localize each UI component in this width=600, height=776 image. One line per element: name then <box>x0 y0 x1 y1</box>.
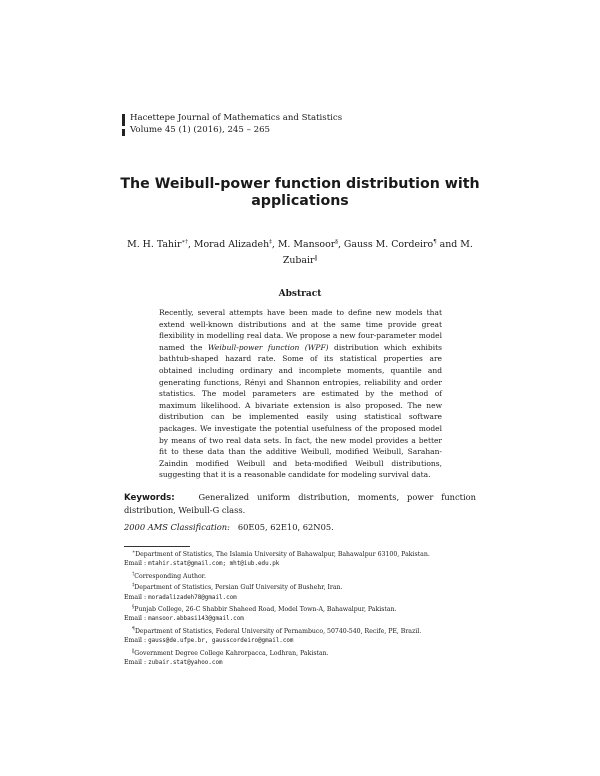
author-mark: ¶ <box>433 239 437 245</box>
footnote-mark: † <box>132 571 135 577</box>
journal-volume: Volume 45 (1) (2016), 245 – 265 <box>130 125 271 135</box>
abstract-text: distribution which exhibits bathtub-shaped hazard rate. Some of its statistical properties are obtained including ordinary and incomplete moments, quantile and generating functions, Rényi and Shannon entropies, reliability and order statistics. The model parameters are estimated by the method of maximum likelihood. A bivariate extension is also proposed. The new distribution can be implemented easily using statistical software packages. We investigate the potential usefulness of the proposed model by means of two real data sets. In fact, the new model provides a better fit to these data than the additive Weibull, modified Weibull, Sarahan-Zaindin modified Weibull and beta-modified Weibull distributions, suggesting that it is a reasonable candidate for modeling survival data. <box>159 342 442 480</box>
paper-title: The Weibull-power function distribution with applications <box>120 176 480 209</box>
email-label: Email : <box>124 560 149 568</box>
author-name: Gauss M. Cordeiro <box>343 239 434 250</box>
footnote-text: Government Degree College Kahrorpacca, Lodhran, Pakistan. <box>134 649 329 657</box>
model-name: Weibull-power function (WPF) <box>207 342 329 352</box>
ams-label: 2000 AMS Classification: <box>124 522 230 532</box>
author-mark: ‖ <box>314 254 318 261</box>
footnote-mark: ‖ <box>132 648 135 654</box>
ams-classification <box>124 522 476 532</box>
footnote-mark: ‡ <box>132 583 135 589</box>
footnote-mark: ∗ <box>132 550 136 555</box>
journal-logo <box>120 114 126 136</box>
abstract-body <box>159 307 442 481</box>
keywords-text: Generalized uniform distribution, moments, power function distribution, Weibull-G class. <box>124 492 476 515</box>
email-link[interactable]: mtahir.stat@gmail.com; mht@iub.edu.pk <box>148 561 280 568</box>
abstract-heading: Abstract <box>278 289 322 299</box>
footnotes <box>124 548 476 668</box>
author-name: Morad Alizadeh <box>193 239 270 250</box>
abstract-text: Recently, several attempts have been made to define new models that extend well-known distributions and at the same time provide great flexibility in modelling real data. We propose a new four-parameter model named the <box>159 308 442 352</box>
journal-name: Hacettepe Journal of Mathematics and Statistics <box>130 113 343 123</box>
email-link[interactable]: moradalizadeh78@gmail.com <box>148 594 237 601</box>
author-mark: ‡ <box>269 239 272 245</box>
email-link[interactable]: zubair.stat@yahoo.com <box>148 660 223 667</box>
email-label: Email : <box>124 637 149 645</box>
author-name: M. Mansoor <box>277 239 336 250</box>
email-label: Email : <box>124 659 149 667</box>
keywords <box>124 492 476 517</box>
author-list: M. H. Tahir∗†, Morad Alizadeh‡, M. Mansoor§, Gauss M. Cordeiro¶ and M. Zubair‖ <box>127 239 473 266</box>
journal-header <box>130 112 342 136</box>
footnote-mark: ¶ <box>132 626 135 632</box>
footnote-mark: § <box>132 605 135 611</box>
keywords-label: Keywords: <box>124 493 175 503</box>
footnote-text: Punjab College, 26-C Shabbir Shaheed Road, Model Town-A, Bahawalpur, Pakistan. <box>134 606 397 614</box>
footnote-text: Department of Statistics, Persian Gulf University of Bushehr, Iran. <box>134 584 343 592</box>
footnote-text: Department of Statistics, The Islamia University of Bahawalpur, Bahawalpur 63100, Pakistan. <box>135 551 430 558</box>
ams-codes: 60E05, 62E10, 62N05. <box>237 522 334 532</box>
email-label: Email : <box>124 615 149 623</box>
author-mark: ∗† <box>181 239 188 245</box>
footnote-text: Corresponding Author. <box>134 572 206 580</box>
email-label: Email : <box>124 593 149 601</box>
email-link[interactable]: mansoor.abbasi143@gmail.com <box>148 616 244 623</box>
author-mark: § <box>335 239 338 245</box>
email-link[interactable]: gauss@de.ufpe.br, gausscordeiro@gmail.com <box>148 638 294 645</box>
footnote-rule <box>124 546 190 547</box>
footnote-text: Department of Statistics, Federal University of Pernambuco, 50740-540, Recife, PE, Brazil. <box>134 627 422 635</box>
author-name: M. Zubair <box>282 239 473 266</box>
author-name: M. H. Tahir <box>127 239 182 250</box>
